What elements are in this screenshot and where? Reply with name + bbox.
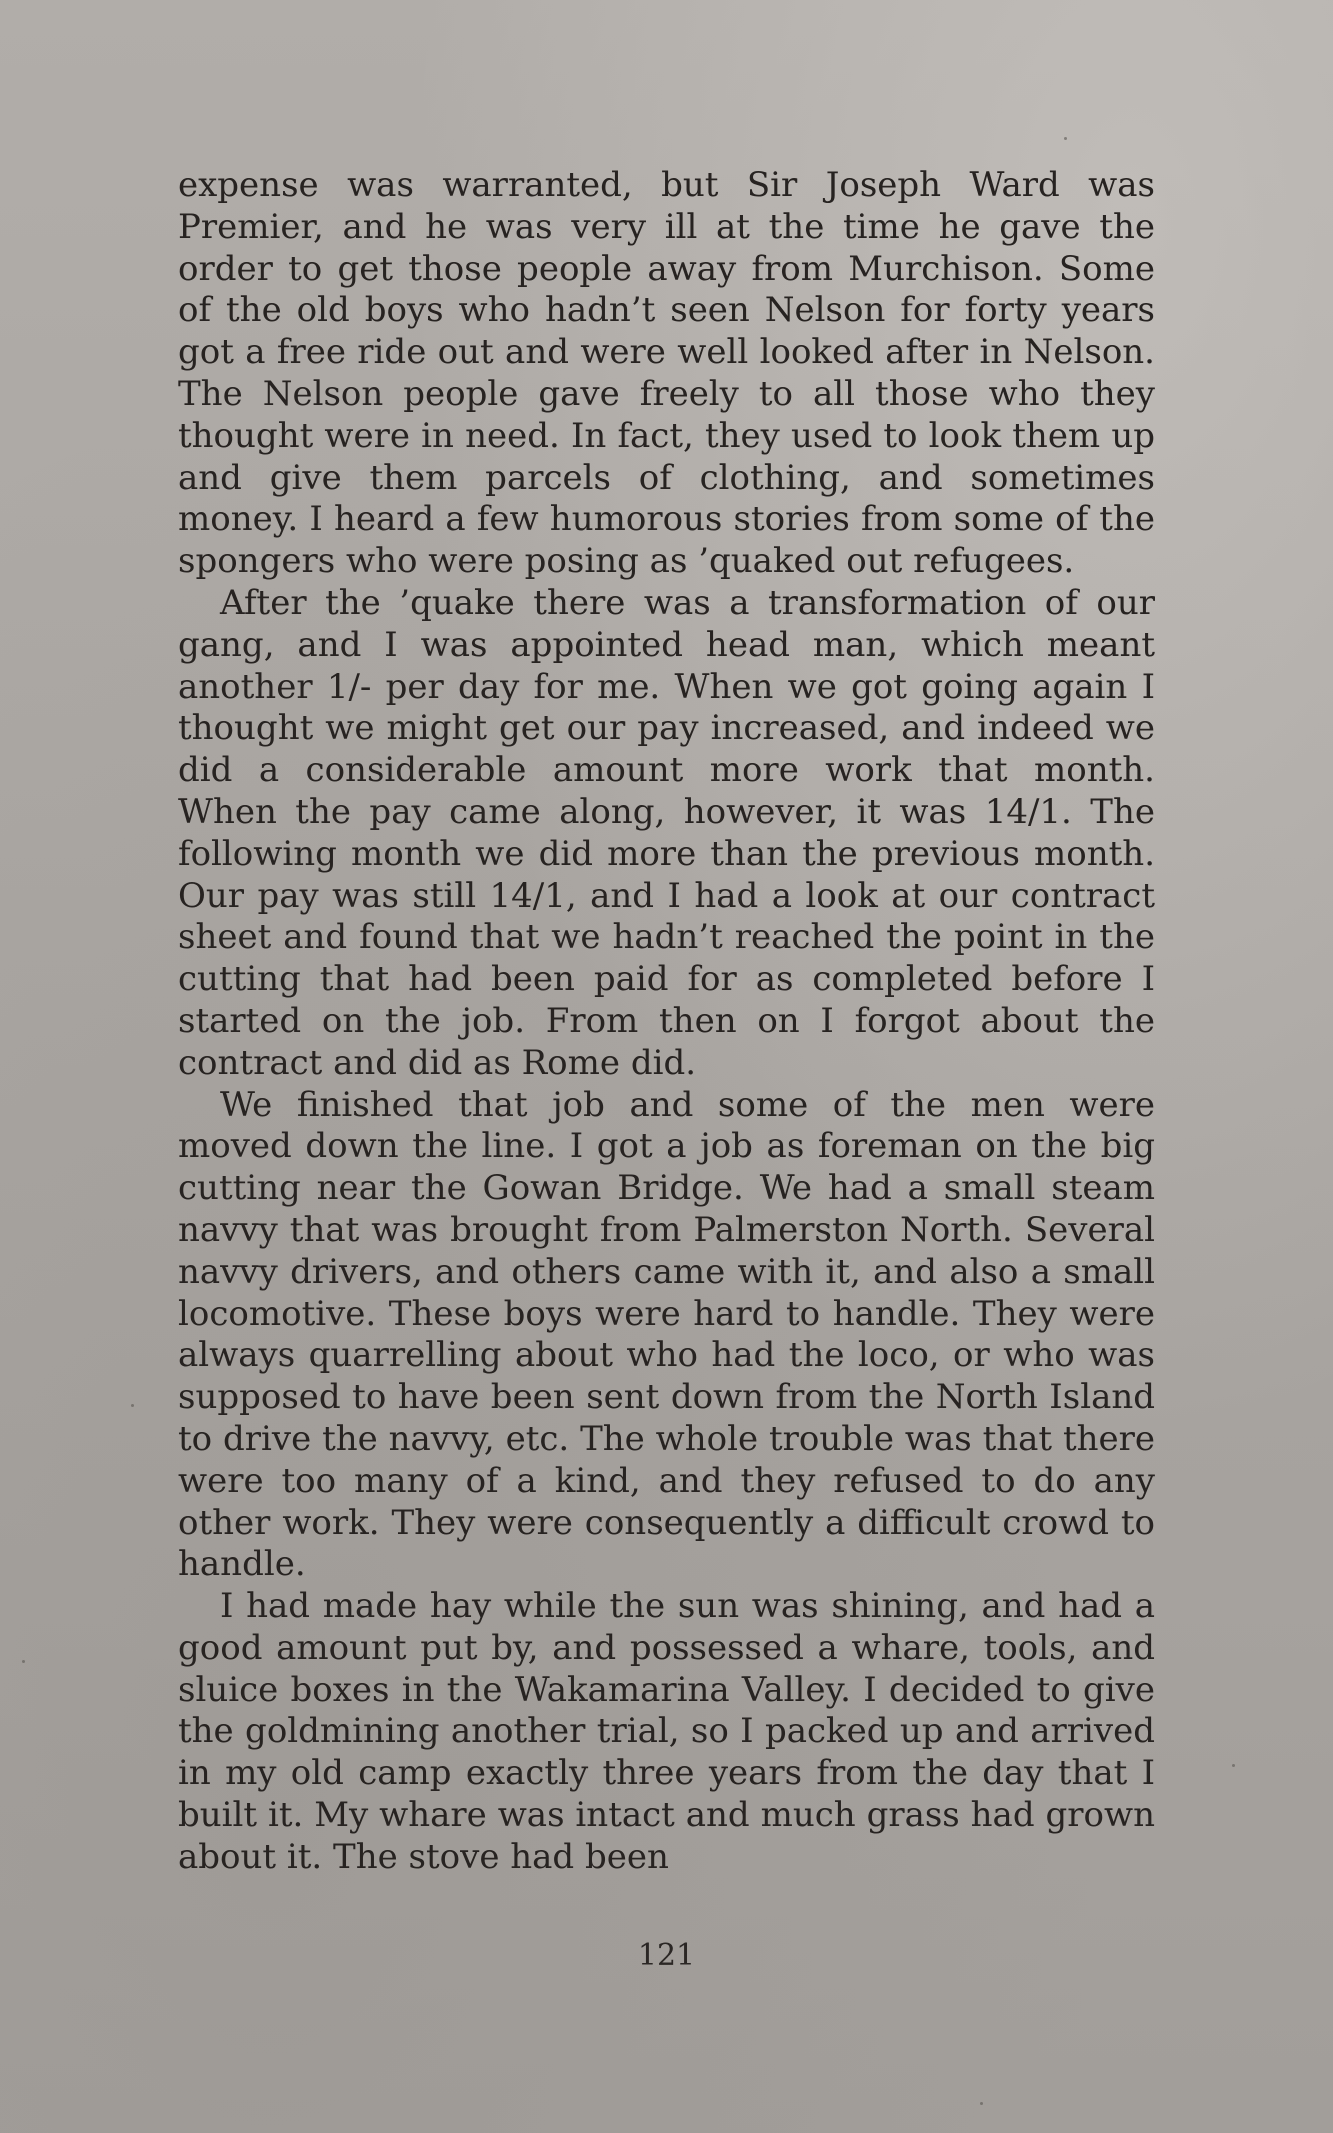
- paper-speck: [1064, 137, 1067, 140]
- paper-speck: [980, 2102, 983, 2105]
- paper-speck: [22, 1660, 25, 1663]
- paper-speck: [1232, 1764, 1235, 1767]
- body-text: [178, 165, 1155, 1879]
- paragraph-2: After the ’quake there was a transformation of our gang, and I was appointed head man, which meant another 1/- per day for me. When we got going again I thought we might get our pay increased, and indeed we did a considerable amount more work that month. When the pay came along, however, it was 14/1. The following month we did more than the previous month. Our pay was still 14/1, and I had a look at our contract sheet and found that we hadn’t reached the point in the cutting that had been paid for as completed before I started on the job. From then on I forgot about the contract and did as Rome did.: [178, 582, 1155, 1083]
- page-number: 121: [637, 1938, 696, 1973]
- paragraph-1: expense was warranted, but Sir Joseph Ward was Premier, and he was very ill at the time he gave the order to get those people away from Murchison. Some of the old boys who hadn’t seen Nelson for forty years got a free ride out and were well looked after in Nelson. The Nelson people gave freely to all those who they thought were in need. In fact, they used to look them up and give them parcels of clothing, and sometimes money. I heard a few humorous stories from some of the spongers who were posing as ’quaked out refugees.: [178, 165, 1155, 582]
- paragraph-4: I had made hay while the sun was shining, and had a good amount put by, and possessed a whare, tools, and sluice boxes in the Wakamarina Valley. I decided to give the goldmining another trial, so I packed up and arrived in my old camp exactly three years from the day that I built it. My whare was intact and much grass had grown about it. The stove had been: [178, 1586, 1155, 1877]
- paper-speck: [131, 1404, 134, 1407]
- paragraph-3: We finished that job and some of the men were moved down the line. I got a job as foreman on the big cutting near the Gowan Bridge. We had a small steam navvy that was brought from Palmerston North. Several navvy drivers, and others came with it, and also a small locomotive. These boys were hard to handle. They were always quarrelling about who had the loco, or who was supposed to have been sent down from the North Island to drive the navvy, etc. The whole trouble was that there were too many of a kind, and they refused to do any other work. They were consequently a difficult crowd to handle.: [178, 1084, 1155, 1585]
